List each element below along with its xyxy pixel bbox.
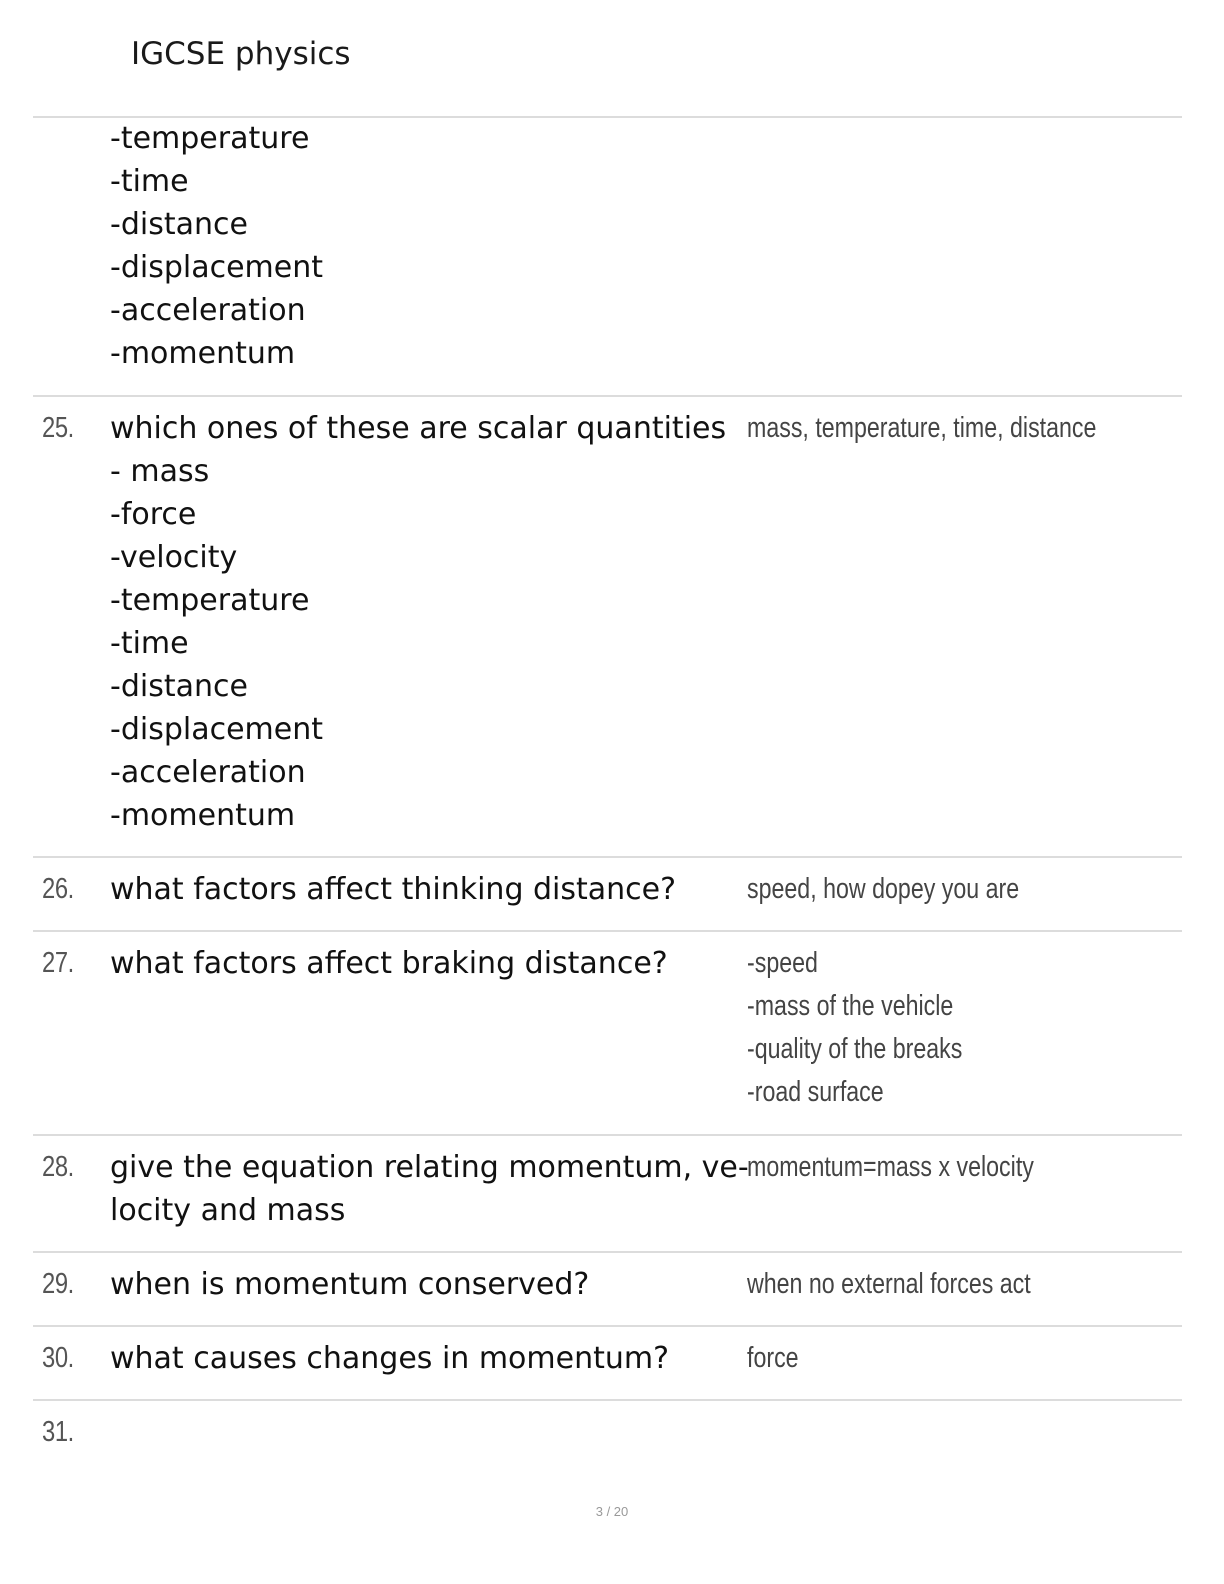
card-number: 29. xyxy=(42,1268,74,1300)
answer-line: momentum=mass x velocity xyxy=(747,1151,1034,1183)
question-line: -force xyxy=(110,497,197,532)
answer-text xyxy=(747,1337,1167,1380)
divider xyxy=(33,930,1182,932)
answer-text xyxy=(747,1263,1167,1306)
question-text xyxy=(110,407,740,837)
answer-text xyxy=(747,868,1167,911)
divider xyxy=(33,395,1182,397)
answer-line: -speed xyxy=(747,947,818,979)
answer-text xyxy=(747,942,1167,1114)
question-line: -time xyxy=(110,626,189,661)
question-text xyxy=(110,1146,749,1232)
question-line: -displacement xyxy=(110,250,324,285)
question-line: -velocity xyxy=(110,540,238,575)
divider xyxy=(33,1251,1182,1253)
question-text xyxy=(110,1337,740,1380)
question-line: what factors affect braking distance? xyxy=(110,946,668,981)
card-number: 26. xyxy=(42,873,74,905)
question-line: -momentum xyxy=(110,336,296,371)
question-line: -momentum xyxy=(110,798,296,833)
question-line: give the equation relating momentum, ve- xyxy=(110,1150,749,1185)
question-line: -distance xyxy=(110,207,248,242)
question-line: when is momentum conserved? xyxy=(110,1267,590,1302)
question-line: -acceleration xyxy=(110,755,306,790)
question-line: -time xyxy=(110,164,189,199)
card-number: 31. xyxy=(42,1416,74,1448)
answer-line: speed, how dopey you are xyxy=(747,873,1020,905)
card-number: 27. xyxy=(42,947,74,979)
document-title: IGCSE physics xyxy=(131,36,351,72)
answer-text xyxy=(747,407,1167,450)
question-line: locity and mass xyxy=(110,1193,346,1228)
question-line: -temperature xyxy=(110,121,310,156)
answer-line: force xyxy=(747,1342,799,1374)
card-number: 30. xyxy=(42,1342,74,1374)
question-line: -distance xyxy=(110,669,248,704)
continued-question xyxy=(110,117,730,375)
answer-line: -quality of the breaks xyxy=(747,1033,963,1065)
card-number: 25. xyxy=(42,412,74,444)
question-line: -acceleration xyxy=(110,293,306,328)
answer-line: mass, temperature, time, distance xyxy=(747,412,1097,444)
question-line: - mass xyxy=(110,454,210,489)
question-line: -displacement xyxy=(110,712,324,747)
answer-line: when no external forces act xyxy=(747,1268,1031,1300)
answer-text xyxy=(747,1146,1167,1189)
divider xyxy=(33,856,1182,858)
question-text xyxy=(110,868,740,911)
divider xyxy=(33,1399,1182,1401)
divider xyxy=(33,1325,1182,1327)
question-line: what factors affect thinking distance? xyxy=(110,872,677,907)
page-number: 3 / 20 xyxy=(595,1504,629,1519)
question-line: what causes changes in momentum? xyxy=(110,1341,670,1376)
answer-line: -road surface xyxy=(747,1076,884,1108)
question-text xyxy=(110,942,740,985)
answer-line: -mass of the vehicle xyxy=(747,990,954,1022)
question-text xyxy=(110,1263,740,1306)
divider xyxy=(33,1134,1182,1136)
card-number: 28. xyxy=(42,1151,74,1183)
question-line: which ones of these are scalar quantities xyxy=(110,411,727,446)
question-line: -temperature xyxy=(110,583,310,618)
